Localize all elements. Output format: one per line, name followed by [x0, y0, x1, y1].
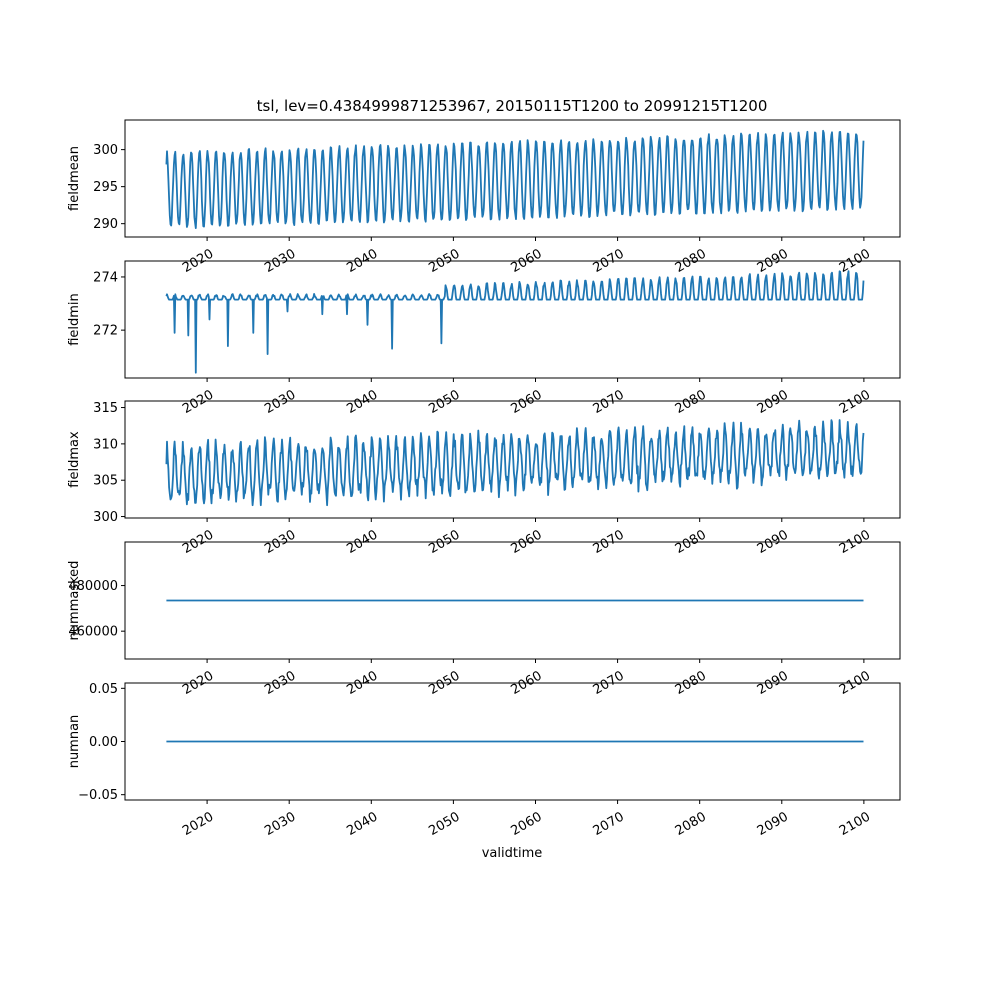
nummasked-x-tick-label: 2100 [836, 668, 874, 699]
numnan-y-tick-label: 0.05 [89, 681, 118, 697]
fieldmax-x-tick-label: 2060 [508, 527, 545, 558]
nummasked-x-tick-label: 2030 [262, 668, 299, 699]
fieldmax-y-tick-label: 300 [93, 510, 118, 526]
fieldmax-x-tick-label: 2020 [180, 527, 217, 558]
numnan-x-tick-label: 2020 [180, 809, 217, 840]
nummasked-x-tick-label: 2040 [344, 668, 381, 699]
fieldmean-y-tick-label: 295 [93, 180, 118, 196]
fieldmax-x-tick-label: 2090 [754, 527, 791, 558]
fieldmin-x-tick-label: 2030 [262, 387, 299, 418]
nummasked-y-tick-label: 480000 [68, 579, 118, 595]
fieldmax-x-tick-label: 2030 [262, 527, 299, 558]
fieldmax-series-line [166, 420, 863, 505]
fieldmin-x-tick-label: 2040 [344, 387, 381, 418]
nummasked-x-tick-label: 2050 [426, 668, 463, 699]
subplot-numnan [67, 682, 900, 839]
fieldmean-y-axis-label: fieldmean [67, 146, 82, 211]
numnan-x-tick-label: 2040 [344, 809, 381, 840]
nummasked-x-tick-label: 2060 [508, 668, 545, 699]
nummasked-y-axis-label: nummasked [67, 560, 82, 641]
x-axis-label: validtime [481, 846, 543, 861]
numnan-x-tick-label: 2050 [426, 809, 463, 840]
numnan-x-tick-label: 2080 [672, 809, 709, 840]
nummasked-x-tick-label: 2070 [590, 668, 627, 699]
fieldmin-x-tick-label: 2060 [508, 387, 545, 418]
numnan-y-tick-label: −0.05 [78, 788, 118, 804]
subplot-fieldmin [67, 261, 900, 417]
fieldmax-x-tick-label: 2070 [590, 527, 627, 558]
fieldmin-x-tick-label: 2070 [590, 387, 627, 418]
fieldmean-x-tick-label: 2080 [672, 246, 709, 277]
fieldmean-x-tick-label: 2040 [344, 246, 381, 277]
numnan-x-tick-label: 2060 [508, 809, 545, 840]
fieldmin-x-tick-label: 2050 [426, 387, 463, 418]
fieldmax-y-tick-label: 305 [93, 473, 118, 489]
fieldmean-x-tick-label: 2020 [180, 246, 217, 277]
fieldmin-y-tick-label: 272 [93, 323, 118, 339]
numnan-x-tick-label: 2100 [836, 809, 874, 840]
fieldmax-x-tick-label: 2050 [426, 527, 463, 558]
numnan-y-axis-label: numnan [67, 714, 82, 769]
fieldmin-series-line [166, 271, 863, 373]
fieldmin-x-tick-label: 2090 [754, 387, 791, 418]
chart-title: tsl, lev=0.4384999871253967, 20150115T1200 to 20991215T1200 [256, 97, 768, 115]
fieldmean-x-tick-label: 2030 [262, 246, 299, 277]
fieldmin-x-tick-label: 2100 [836, 387, 874, 418]
nummasked-y-tick-label: 460000 [68, 624, 118, 640]
fieldmean-x-tick-label: 2100 [836, 246, 874, 277]
subplot-fieldmax [67, 401, 900, 557]
nummasked-x-tick-label: 2020 [180, 668, 217, 699]
numnan-x-tick-label: 2070 [590, 809, 627, 840]
fieldmax-y-tick-label: 310 [93, 437, 118, 453]
fieldmean-y-tick-label: 290 [93, 217, 118, 233]
subplot-nummasked [67, 542, 900, 698]
numnan-y-tick-label: 0.00 [89, 735, 118, 750]
fieldmean-series-line [166, 131, 863, 228]
nummasked-x-tick-label: 2090 [754, 668, 791, 699]
fieldmean-x-tick-label: 2060 [508, 246, 545, 277]
fieldmax-y-tick-label: 315 [93, 401, 118, 417]
fieldmax-x-tick-label: 2100 [836, 527, 874, 558]
fieldmin-y-tick-label: 274 [93, 270, 118, 286]
fieldmean-y-tick-label: 300 [93, 143, 118, 159]
fieldmean-x-tick-label: 2050 [426, 246, 463, 277]
fieldmin-x-tick-label: 2080 [672, 387, 709, 418]
subplot-fieldmean [67, 120, 900, 276]
fieldmean-x-tick-label: 2070 [590, 246, 627, 277]
numnan-x-tick-label: 2030 [262, 809, 299, 840]
fieldmax-x-tick-label: 2040 [344, 527, 381, 558]
fieldmin-x-tick-label: 2020 [180, 387, 217, 418]
fieldmax-x-tick-label: 2080 [672, 527, 709, 558]
nummasked-x-tick-label: 2080 [672, 668, 709, 699]
numnan-x-tick-label: 2090 [754, 809, 791, 840]
fieldmean-x-tick-label: 2090 [754, 246, 791, 277]
fieldmin-y-axis-label: fieldmin [67, 293, 82, 346]
fieldmax-y-axis-label: fieldmax [67, 431, 82, 488]
subplot-stack [67, 120, 900, 839]
